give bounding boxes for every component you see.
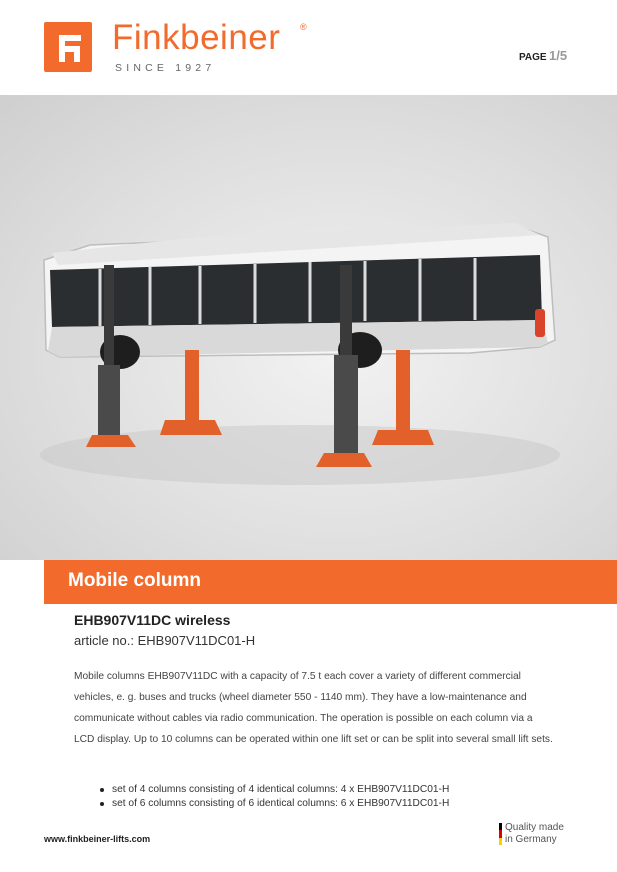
page-number: 1/5 — [549, 48, 568, 63]
section-banner — [44, 560, 617, 604]
registered-mark: ® — [300, 22, 307, 32]
list-item: set of 6 columns consisting of 6 identical columns: 6 x EHB907V11DC01-H — [100, 797, 449, 811]
quality-label — [505, 822, 564, 846]
brand-tagline: SINCE 1927 — [115, 62, 216, 74]
page-label: PAGE — [519, 52, 547, 63]
website-link[interactable]: www.finkbeiner-lifts.com — [44, 834, 151, 844]
list-item: set of 4 columns consisting of 4 identical columns: 4 x EHB907V11DC01-H — [100, 783, 449, 797]
section-title: Mobile column — [68, 570, 201, 591]
finkbeiner-logo-icon — [44, 22, 92, 72]
quality-line-2: in Germany — [505, 834, 557, 845]
hero-image — [0, 95, 617, 560]
bus-on-lifts-illustration — [0, 95, 617, 560]
quality-line-1: Quality made — [505, 822, 564, 833]
product-model: EHB907V11DC wireless — [74, 612, 231, 628]
article-number: article no.: EHB907V11DC01-H — [74, 633, 256, 648]
german-flag-icon — [499, 823, 502, 845]
set-list — [100, 783, 449, 811]
brand-name: Finkbeiner — [112, 18, 281, 57]
product-description: Mobile columns EHB907V11DC with a capacity of 7.5 t each cover a variety of different commercial vehicles, e. g. buses and trucks (wheel diameter 550 - 1140 mm). They have a low-maintenance and communicate without cables via radio communication. The operation is possible on each column via a LCD display. Up to 10 columns can be operated within one lift set or can be split into several small lift sets. — [74, 671, 553, 745]
